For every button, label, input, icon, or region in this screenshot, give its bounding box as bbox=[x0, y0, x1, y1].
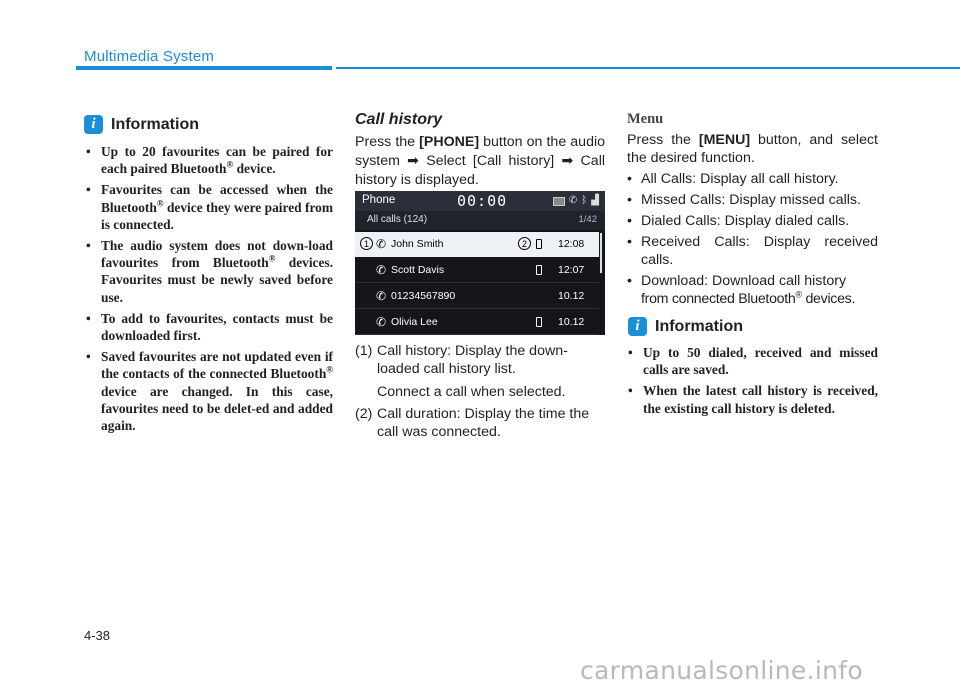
screen-clock: 00:00 bbox=[457, 192, 508, 210]
info-title: Information bbox=[655, 317, 743, 335]
list-item: • Dialed Calls: Display dialed calls. bbox=[627, 212, 878, 230]
phone-button-label: [PHONE] bbox=[419, 134, 480, 150]
arrow-right-icon: ➡ bbox=[407, 153, 420, 169]
call-history-intro: Press the [PHONE] button on the audio system ➡ Select [Call history] ➡ Call history is displayed. bbox=[355, 134, 605, 188]
call-history-title: Call history bbox=[355, 111, 443, 128]
contact-name: John Smith bbox=[391, 238, 444, 250]
screen-legend bbox=[355, 342, 605, 441]
info-title: Information bbox=[111, 115, 199, 133]
phone-icon: ✆ bbox=[568, 195, 578, 206]
mobile-device-icon bbox=[536, 265, 542, 275]
screen-header bbox=[355, 191, 605, 211]
call-row[interactable] bbox=[355, 258, 599, 283]
page-indicator: 1/42 bbox=[578, 214, 597, 225]
info-icon: i bbox=[628, 317, 647, 336]
legend-item-2: (2) Call duration: Display the time the call was connected. bbox=[355, 406, 590, 440]
call-row-selected[interactable] bbox=[355, 232, 599, 257]
menu-functions-list bbox=[627, 170, 878, 311]
favourites-info-list bbox=[86, 143, 333, 438]
call-duration: 12:07 bbox=[558, 264, 585, 276]
header-rule-thin bbox=[336, 67, 960, 69]
battery-icon bbox=[553, 197, 565, 206]
list-item: • Download: Download call history from connected Bluetooth® devices. bbox=[627, 272, 878, 308]
contact-name: Scott Davis bbox=[391, 264, 445, 276]
list-item: • To add to favourites, contacts must be downloaded first. bbox=[86, 310, 333, 344]
received-call-icon: ✆ bbox=[376, 289, 387, 303]
dialed-call-icon: ✆ bbox=[376, 263, 387, 277]
received-call-icon: ✆ bbox=[376, 315, 387, 329]
contact-name: 01234567890 bbox=[391, 290, 456, 302]
contact-name: Olivia Lee bbox=[391, 316, 438, 328]
menu-button-label: [MENU] bbox=[698, 132, 751, 148]
list-item: • Received Calls: Display received calls. bbox=[627, 233, 878, 269]
callout-1: 1 bbox=[360, 237, 373, 250]
info-heading-right bbox=[628, 317, 743, 336]
callout-2: 2 bbox=[518, 237, 531, 250]
scrollbar[interactable] bbox=[600, 233, 602, 273]
list-item: • When the latest call history is received, the existing call history is deleted. bbox=[628, 382, 878, 416]
call-history-info-list bbox=[628, 344, 878, 421]
call-duration: 10.12 bbox=[558, 316, 585, 328]
bluetooth-icon: ᛒ bbox=[581, 195, 588, 206]
watermark: carmanualsonline.info bbox=[580, 656, 863, 685]
menu-intro: Press the [MENU] button, and select the desired function. bbox=[627, 132, 879, 166]
mobile-device-icon bbox=[536, 317, 542, 327]
header-rule-thick bbox=[76, 66, 332, 70]
list-item: • Saved favourites are not updated even if the contacts of the connected Bluetooth® device are changed. In this case, favourites need to be delet-ed and added again. bbox=[86, 348, 333, 434]
dialed-call-icon: ✆ bbox=[376, 237, 387, 251]
list-item: • Up to 20 favourites can be paired for each paired Bluetooth® device. bbox=[86, 143, 333, 177]
screen-subheader bbox=[355, 211, 605, 230]
call-duration: 12:08 bbox=[558, 238, 585, 250]
call-history-screen bbox=[355, 191, 605, 335]
list-item: • Up to 50 dialed, received and missed calls are saved. bbox=[628, 344, 878, 378]
info-icon: i bbox=[84, 115, 103, 134]
menu-title: Menu bbox=[627, 111, 664, 127]
list-item: • Missed Calls: Display missed calls. bbox=[627, 191, 878, 209]
info-heading-left bbox=[84, 115, 199, 134]
call-row[interactable] bbox=[355, 284, 599, 309]
call-row[interactable] bbox=[355, 310, 599, 335]
list-title[interactable]: All calls (124) bbox=[367, 214, 428, 225]
status-icons bbox=[553, 195, 599, 207]
list-item: • The audio system does not down-load favourites from Bluetooth® devices. Favourites must be newly saved before use. bbox=[86, 237, 333, 306]
arrow-right-icon: ➡ bbox=[561, 153, 574, 169]
mobile-device-icon bbox=[536, 239, 542, 249]
section-title: Multimedia System bbox=[84, 48, 215, 65]
call-duration: 10.12 bbox=[558, 290, 585, 302]
signal-icon: ▟ bbox=[591, 195, 599, 206]
screen-title: Phone bbox=[362, 194, 396, 206]
legend-item-1: (1) Call history: Display the down-loaded call history list. Connect a call when selected. bbox=[355, 343, 568, 400]
page-number: 4-38 bbox=[84, 628, 111, 643]
list-item: • All Calls: Display all call history. bbox=[627, 170, 878, 188]
list-item: • Favourites can be accessed when the Bluetooth® device they were paired from is connected. bbox=[86, 181, 333, 233]
